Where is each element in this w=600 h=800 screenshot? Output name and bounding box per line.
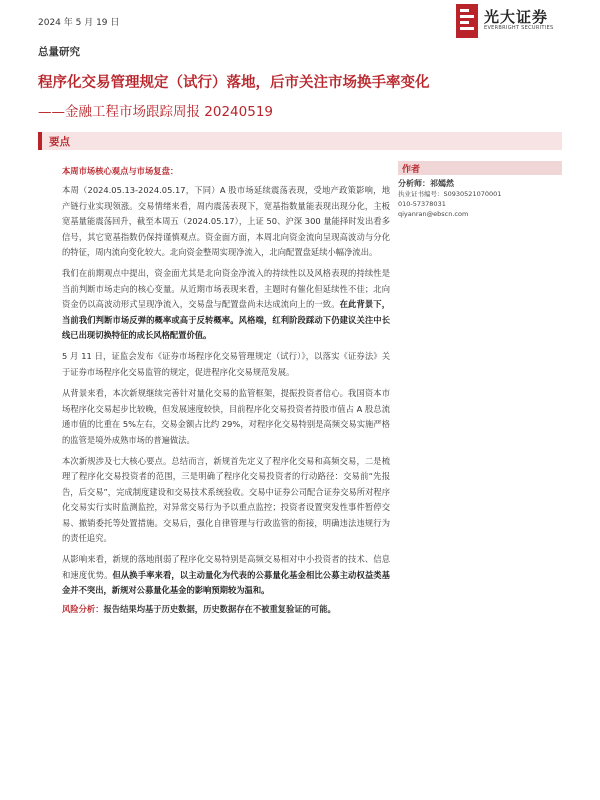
risk-analysis	[62, 602, 390, 617]
paragraph-key-points: 本次新规涉及七大核心要点。总结而言，新规首先定义了程序化交易和高频交易，二是梳理了程序化交易投资者的范围，三是明确了程序化交易投资者的行动路径：交易前“先报告，后交易”，完成制度建设和交易技术系统验收。交易中证券公司配合证券交易所对程序化交易实行实时监测监控，对异常交易行为予以重点监控；投资者设置突发性事件暂停交易、撤销委托等处置措施。交易后，强化自律管理与行政监管的衔接，明确违法违规行为的责任追究。	[62, 455, 390, 543]
analyst-phone: 010-57378031	[398, 200, 446, 208]
paragraph-impact-text: 从影响来看，新规的落地削弱了程序化交易特别是高频交易相对中小投资者的技术、信息和速度优势。	[62, 554, 390, 580]
paragraph-view-text: 我们在前期观点中提出，资金面尤其是北向资金净流入的持续性以及风格表现的持续性是当前判断市场走向的核心变量。从近期市场表现来看，主题时有催化但延续性不佳；北向资金仍以高波动形式呈现净流入，交易盘与配置盘尚未达成流向上的一致。	[62, 268, 390, 310]
author-header-label: 作者	[402, 165, 421, 175]
report-date: 2024 年 5 月 19 日	[38, 18, 120, 28]
report-subtitle: ——金融工程市场跟踪周报 20240519	[38, 104, 274, 120]
section-label: 要点	[49, 136, 70, 148]
section-bar-key-points	[38, 132, 562, 150]
risk-label: 风险分析：	[62, 604, 104, 614]
author-sidebar	[398, 161, 562, 219]
paragraph-market-review: 本周（2024.05.13-2024.05.17，下同）A 股市场延续震荡表现，受地产政策影响，地产链行业实现领涨。交易情绪来看，周内震荡表现下，宽基指数量能表现出现分化，主板宽基量能震荡回升，截至本周五（2024.05.17），上证 50、沪深 300 量能择时发出看多信号，其它宽基指数仍保持谨慎观点。资金面方面，本周北向资金流向呈现高波动与分化的特征，周内流向变化较大。北向资金整周实现净流入，北向配置盘延续小幅净流出。	[62, 185, 390, 258]
main-heading: 本周市场核心观点与市场复盘：	[62, 166, 179, 176]
logo-english-name: EVERBRIGHT SECURITIES	[484, 25, 554, 31]
paragraph-impact	[62, 552, 390, 598]
section-marker	[38, 132, 42, 150]
logo	[456, 2, 596, 42]
paragraph-background: 从背景来看，本次新规继续完善针对量化交易的监管框架，提振投资者信心。我国资本市场程序化交易起步比较晚，但发展速度较快，目前程序化交易投资者持股市值占 A 股总流通市值的比重在 5%左右，交易金额占比约 29%，对程序化交易特别是高频交易实施严格的监管是境外成熟市场的普遍做法。	[62, 388, 390, 445]
author-header	[398, 161, 562, 175]
risk-text: 报告结果均基于历史数据，历史数据存在不被重复验证的可能。	[103, 604, 336, 614]
paragraph-regulation: 5 月 11 日，证监会发布《证券市场程序化交易管理规定（试行）》，以落实《证券法》关于证券市场程序化交易监管的规定，促进程序化交易规范发展。	[62, 351, 390, 377]
logo-mark-icon	[456, 2, 478, 38]
license-number: 执业证书编号：S0930521070001	[398, 190, 502, 198]
report-category: 总量研究	[38, 46, 80, 58]
paragraph-view-emphasis: 在此背景下，当前我们判断市场反弹的概率或高于反转概率。风格端，红利阶段踩动下仍建议关注中长线已出现切换特征的成长风格配置价值。	[62, 299, 390, 341]
paragraph-view	[62, 266, 390, 343]
analyst-name: 分析师：祁嫣然	[398, 179, 454, 188]
main-content	[62, 164, 390, 605]
logo-chinese-name: 光大证券	[484, 8, 549, 26]
analyst-email: qiyanran@ebscn.com	[398, 210, 469, 218]
report-title: 程序化交易管理规定（试行）落地，后市关注市场换手率变化	[38, 75, 430, 91]
paragraph-impact-emphasis: 但从换手率来看，以主动量化为代表的公募量化基金相比公募主动权益类基金并不突出，新规对公募量化基金的影响预期较为温和。	[62, 569, 390, 596]
